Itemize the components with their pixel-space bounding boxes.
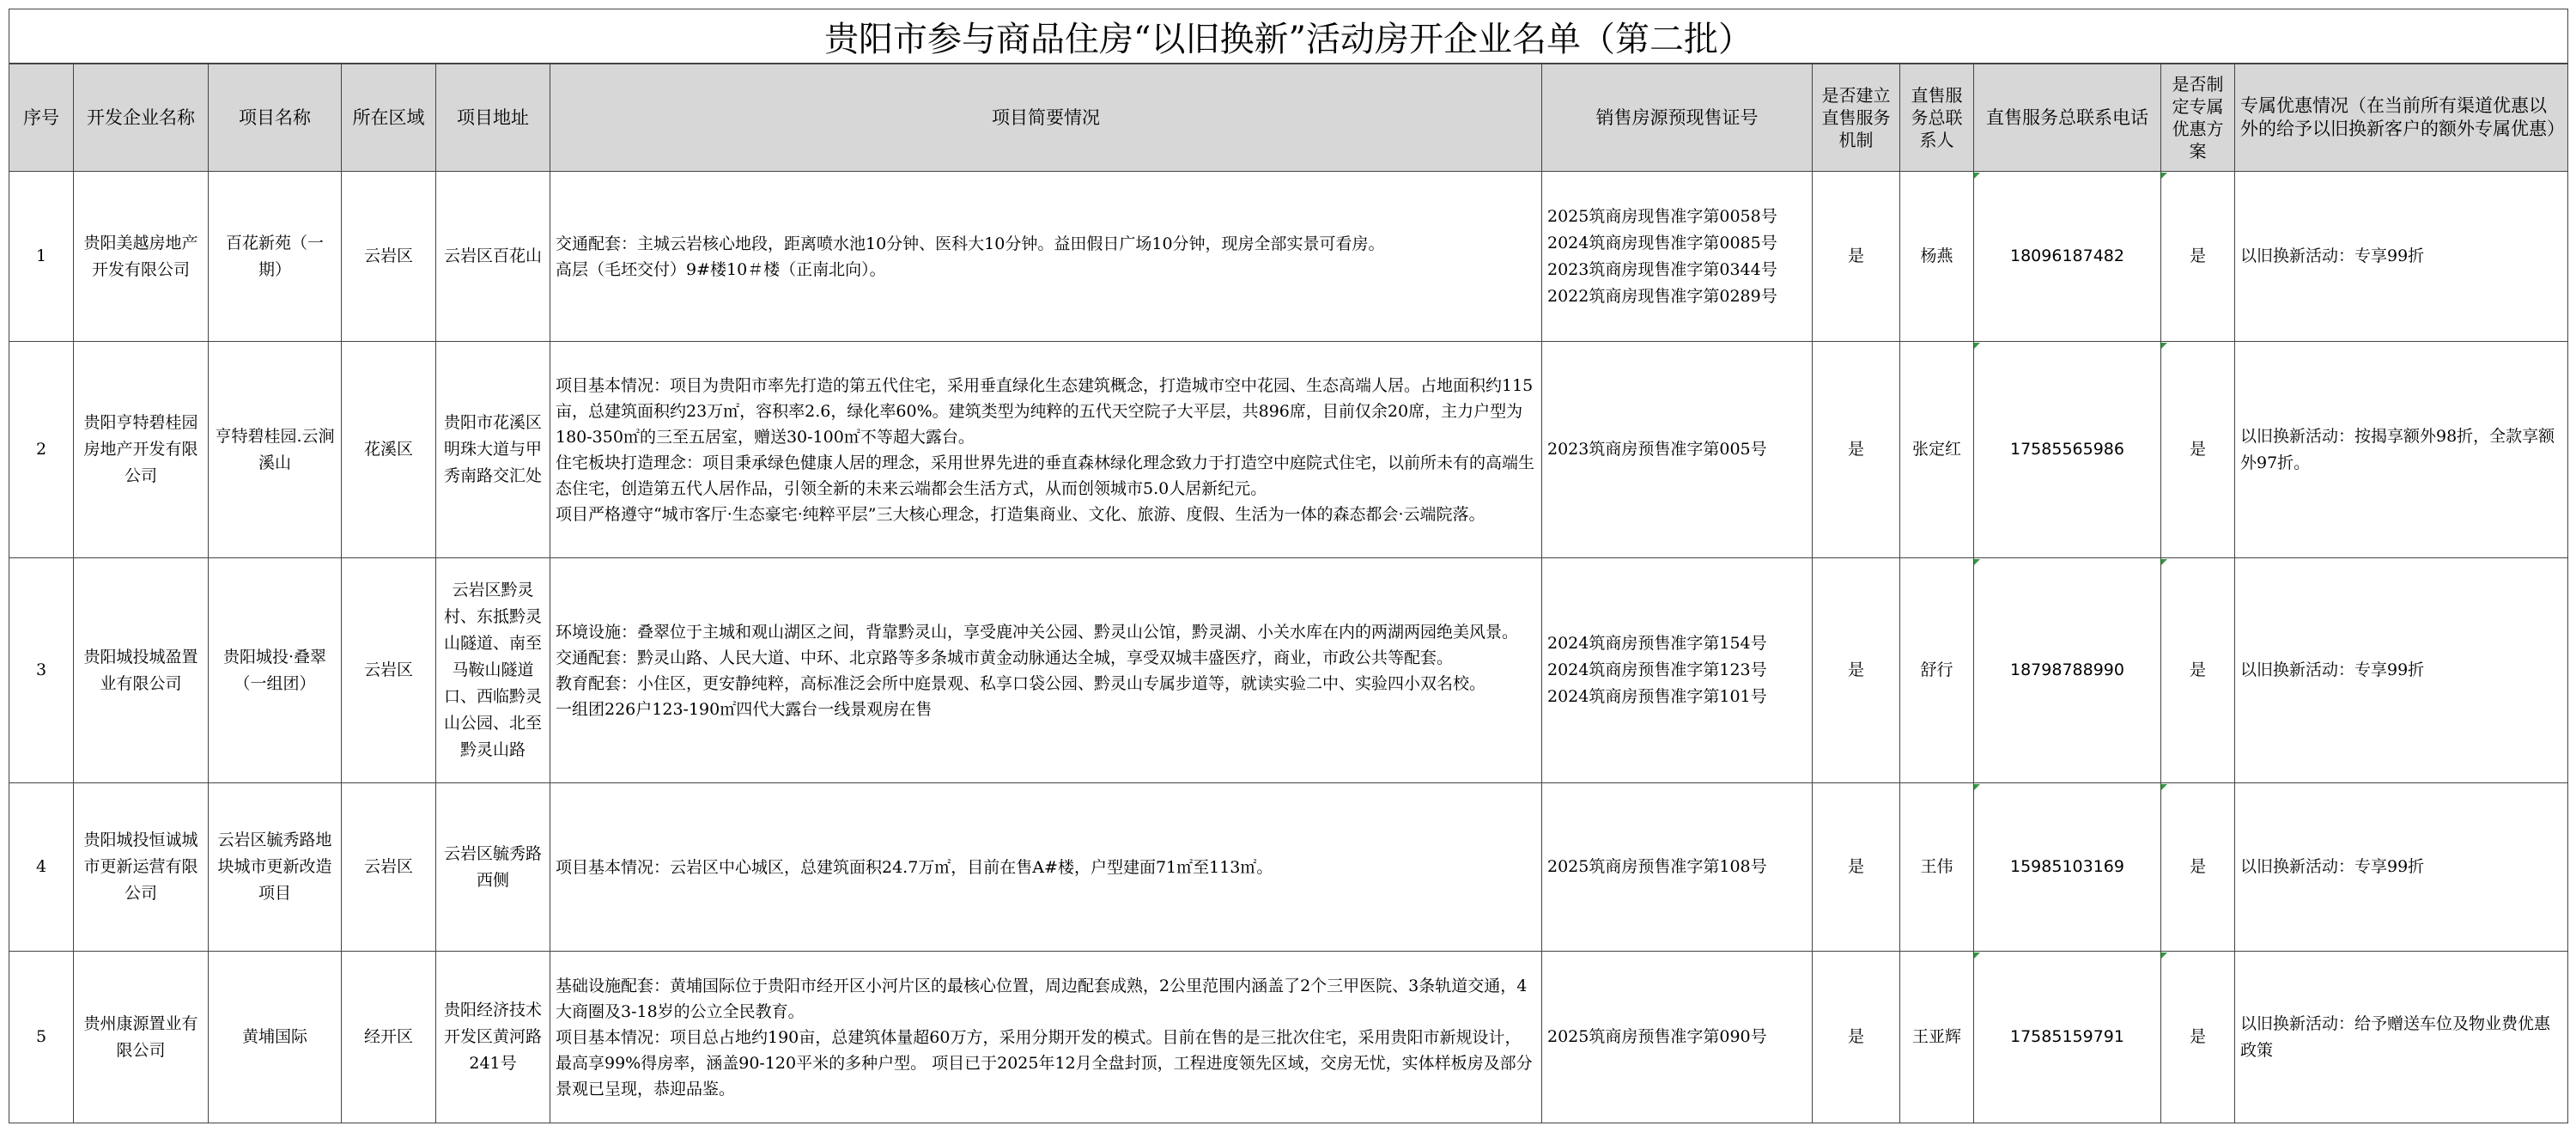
permit-number: 2025筑商房现售准字第0058号 [1547, 206, 1777, 226]
header-direct-sales: 是否建立直售服务机制 [1813, 64, 1900, 172]
cell-company: 贵阳城投城盈置业有限公司 [74, 558, 209, 783]
cell-permit [1542, 952, 1813, 1123]
cell-plan: 是 [2161, 783, 2235, 952]
page-title: 贵阳市参与商品住房“以旧换新”活动房开企业名单（第二批） [9, 9, 2568, 64]
cell-contact: 舒行 [1900, 558, 1974, 783]
intro-paragraph: 交通配套：黔灵山路、人民大道、中环、北京路等多条城市黄金动脉通达全城，享受双城丰盛医疗，商业，市政公共等配套。 [556, 648, 1454, 667]
cell-phone: 17585565986 [1974, 342, 2161, 558]
permit-number: 2025筑商房预售准字第108号 [1547, 857, 1767, 876]
cell-offer: 以旧换新活动：专享99折 [2235, 783, 2568, 952]
intro-paragraph: 项目基本情况：项目为贵阳市率先打造的第五代住宅，采用垂直绿化生态建筑概念，打造城市空中花园、生态高端人居。占地面积约115亩，总建筑面积约23万㎡，容积率2.6，绿化率60%。建筑类型为纯粹的五代天空院子大平层，共896席，目前仅余20席，主力户型为180-350㎡的三至五居室，赠送30-100㎡不等超大露台。 [556, 375, 1534, 447]
cell-intro [550, 172, 1542, 342]
cell-project: 黄埔国际 [209, 952, 342, 1123]
intro-paragraph: 项目严格遵守“城市客厅·生态豪宅·纯粹平层”三大核心理念，打造集商业、文化、旅游、度假、生活为一体的森态都会·云端院落。 [556, 504, 1485, 524]
permit-number: 2023筑商房预售准字第005号 [1547, 440, 1767, 459]
cell-seq: 2 [9, 342, 74, 558]
table-row [9, 783, 2568, 952]
cell-company: 贵阳美越房地产开发有限公司 [74, 172, 209, 342]
cell-seq: 4 [9, 783, 74, 952]
cell-offer: 以旧换新活动：专享99折 [2235, 172, 2568, 342]
cell-intro [550, 342, 1542, 558]
cell-seq: 5 [9, 952, 74, 1123]
intro-paragraph: 交通配套：主城云岩核心地段，距离喷水池10分钟、医科大10分钟。益田假日广场10分钟，现房全部实景可看房。 [556, 234, 1385, 253]
intro-paragraph: 住宅板块打造理念：项目秉承绿色健康人居的理念，采用世界先进的垂直森林绿化理念致力于打造空中庭院式住宅，以前所未有的高端生态住宅，创造第五代人居作品，引领全新的未来云端都会生活方式，从而创领城市5.0人居新纪元。 [556, 453, 1535, 498]
header-intro: 项目简要情况 [550, 64, 1542, 172]
cell-address: 云岩区黔灵村、东抵黔灵山隧道、南至马鞍山隧道口、西临黔灵山公园、北至黔灵山路 [436, 558, 550, 783]
cell-address: 云岩区百花山 [436, 172, 550, 342]
comment-marker [2161, 559, 2167, 565]
cell-district: 经开区 [342, 952, 436, 1123]
permit-number: 2023筑商房现售准字第0344号 [1547, 259, 1777, 279]
cell-phone: 18798788990 [1974, 558, 2161, 783]
cell-offer: 以旧换新活动：按揭享额外98折，全款享额外97折。 [2235, 342, 2568, 558]
cell-phone: 18096187482 [1974, 172, 2161, 342]
header-address: 项目地址 [436, 64, 550, 172]
cell-project: 亨特碧桂园.云涧溪山 [209, 342, 342, 558]
cell-direct-sales: 是 [1813, 172, 1900, 342]
cell-intro [550, 952, 1542, 1123]
cell-seq: 3 [9, 558, 74, 783]
permit-number: 2025筑商房预售准字第090号 [1547, 1027, 1767, 1046]
header-phone: 直售服务总联系电话 [1974, 64, 2161, 172]
intro-paragraph: 高层（毛坯交付）9#楼10＃楼（正南北向）。 [556, 259, 886, 279]
permit-number: 2024筑商房预售准字第101号 [1547, 687, 1767, 706]
table-row [9, 952, 2568, 1123]
cell-address: 贵阳经济技术开发区黄河路241号 [436, 952, 550, 1123]
cell-company: 贵阳亨特碧桂园房地产开发有限公司 [74, 342, 209, 558]
header-company: 开发企业名称 [74, 64, 209, 172]
header-permit: 销售房源预现售证号 [1542, 64, 1813, 172]
cell-company: 贵州康源置业有限公司 [74, 952, 209, 1123]
intro-paragraph: 教育配套：小住区，更安静纯粹，高标准泛会所中庭景观、私享口袋公园、黔灵山专属步道等，就读实验二中、实验四小双名校。 [556, 673, 1486, 693]
cell-offer: 以旧换新活动：给予赠送车位及物业费优惠政策 [2235, 952, 2568, 1123]
cell-plan: 是 [2161, 342, 2235, 558]
comment-marker [1974, 784, 1980, 790]
cell-intro [550, 783, 1542, 952]
cell-permit [1542, 172, 1813, 342]
comment-marker [1974, 559, 1980, 565]
cell-offer: 以旧换新活动：专享99折 [2235, 558, 2568, 783]
table-row [9, 172, 2568, 342]
cell-contact: 张定红 [1900, 342, 1974, 558]
cell-permit [1542, 558, 1813, 783]
comment-marker [1974, 173, 1980, 179]
cell-permit [1542, 342, 1813, 558]
table-row [9, 558, 2568, 783]
comment-marker [2161, 952, 2167, 959]
intro-paragraph: 基础设施配套：黄埔国际位于贵阳市经开区小河片区的最核心位置，周边配套成熟，2公里范围内涵盖了2个三甲医院、3条轨道交通，4大商圈及3-18岁的公立全民教育。 [556, 976, 1528, 1021]
cell-plan: 是 [2161, 558, 2235, 783]
cell-project: 百花新苑（一期） [209, 172, 342, 342]
comment-marker [1974, 952, 1980, 959]
header-row [9, 64, 2568, 172]
comment-marker [1974, 343, 1980, 349]
header-seq: 序号 [9, 64, 74, 172]
cell-direct-sales: 是 [1813, 558, 1900, 783]
cell-phone: 15985103169 [1974, 783, 2161, 952]
cell-district: 云岩区 [342, 783, 436, 952]
cell-direct-sales: 是 [1813, 783, 1900, 952]
comment-marker [2161, 784, 2167, 790]
cell-intro [550, 558, 1542, 783]
cell-plan: 是 [2161, 172, 2235, 342]
cell-project: 云岩区毓秀路地块城市更新改造项目 [209, 783, 342, 952]
cell-address: 贵阳市花溪区明珠大道与甲秀南路交汇处 [436, 342, 550, 558]
cell-project: 贵阳城投·叠翠（一组团） [209, 558, 342, 783]
header-offer: 专属优惠情况（在当前所有渠道优惠以外的给予以旧换新客户的额外专属优惠） [2235, 64, 2568, 172]
permit-number: 2024筑商房现售准字第0085号 [1547, 233, 1777, 253]
cell-district: 云岩区 [342, 558, 436, 783]
header-contact: 直售服务总联系人 [1900, 64, 1974, 172]
cell-company: 贵阳城投恒诚城市更新运营有限公司 [74, 783, 209, 952]
header-plan: 是否制定专属优惠方案 [2161, 64, 2235, 172]
intro-paragraph: 一组团226户123-190㎡四代大露台一线景观房在售 [556, 699, 933, 719]
intro-paragraph: 环境设施：叠翠位于主城和观山湖区之间，背靠黔灵山，享受鹿冲关公园、黔灵山公馆，黔灵湖、小关水库在内的两湖两园绝美风景。 [556, 622, 1519, 642]
header-project: 项目名称 [209, 64, 342, 172]
comment-marker [2161, 343, 2167, 349]
cell-district: 花溪区 [342, 342, 436, 558]
cell-contact: 王伟 [1900, 783, 1974, 952]
cell-district: 云岩区 [342, 172, 436, 342]
enterprise-table [9, 9, 2568, 1123]
cell-direct-sales: 是 [1813, 342, 1900, 558]
permit-number: 2024筑商房预售准字第154号 [1547, 634, 1767, 653]
cell-permit [1542, 783, 1813, 952]
cell-contact: 王亚辉 [1900, 952, 1974, 1123]
comment-marker [2161, 173, 2167, 179]
cell-direct-sales: 是 [1813, 952, 1900, 1123]
cell-phone: 17585159791 [1974, 952, 2161, 1123]
spreadsheet [9, 9, 2567, 1123]
cell-plan: 是 [2161, 952, 2235, 1123]
cell-seq: 1 [9, 172, 74, 342]
table-row [9, 342, 2568, 558]
intro-paragraph: 项目基本情况：项目总占地约190亩，总建筑体量超60万方，采用分期开发的模式。目前在售的是三批次住宅，采用贵阳市新规设计，最高享99%得房率，涵盖90-120平米的多种户型。 项目已于2025年12月全盘封顶，工程进度领先区域，交房无忧，实体样板房及部分景观已呈现，恭迎品鉴。 [556, 1027, 1533, 1099]
cell-contact: 杨燕 [1900, 172, 1974, 342]
header-district: 所在区域 [342, 64, 436, 172]
permit-number: 2024筑商房预售准字第123号 [1547, 660, 1767, 679]
cell-address: 云岩区毓秀路西侧 [436, 783, 550, 952]
intro-paragraph: 项目基本情况：云岩区中心城区，总建筑面积24.7万㎡，目前在售A#楼，户型建面71㎡至113㎡。 [556, 857, 1273, 877]
permit-number: 2022筑商房现售准字第0289号 [1547, 286, 1777, 306]
